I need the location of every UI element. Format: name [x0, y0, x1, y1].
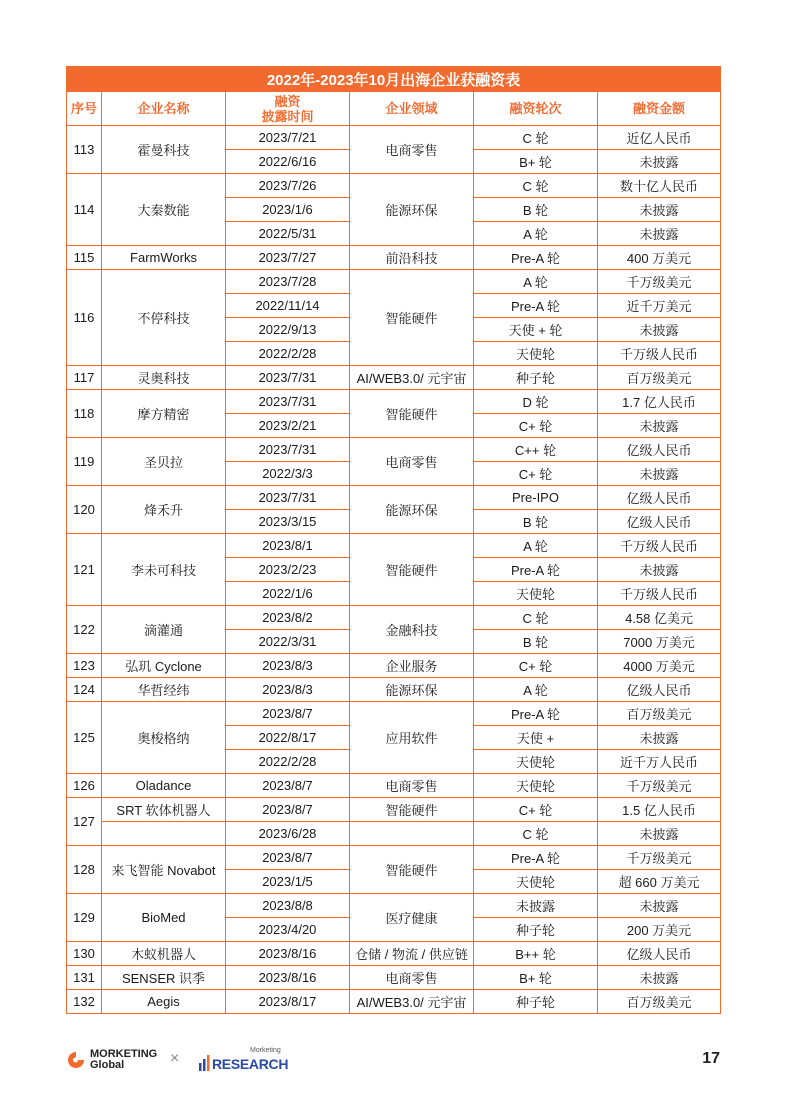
- cell-amount: 未披露: [598, 150, 721, 174]
- cell-no: 126: [67, 774, 102, 798]
- cell-date: 2023/3/15: [226, 510, 350, 534]
- header-company: 企业名称: [102, 92, 226, 126]
- cell-round: 天使 + 轮: [474, 318, 598, 342]
- table-title: 2022年-2023年10月出海企业获融资表: [67, 67, 721, 92]
- cell-amount: 近亿人民币: [598, 126, 721, 150]
- cell-date: 2023/7/31: [226, 438, 350, 462]
- table-row: [67, 390, 721, 414]
- cell-no: 123: [67, 654, 102, 678]
- cell-round: C+ 轮: [474, 654, 598, 678]
- cell-company: FarmWorks: [102, 246, 226, 270]
- cell-date: 2023/2/21: [226, 414, 350, 438]
- cell-round: 天使轮: [474, 582, 598, 606]
- cell-amount: 未披露: [598, 966, 721, 990]
- cell-no: 113: [67, 126, 102, 174]
- table-row: [67, 702, 721, 726]
- table-row: [67, 366, 721, 390]
- header-date: 融资 披露时间: [226, 92, 350, 126]
- cell-round: B 轮: [474, 198, 598, 222]
- table-row: [67, 270, 721, 294]
- header-amount: 融资金额: [598, 92, 721, 126]
- cell-date: 2023/8/1: [226, 534, 350, 558]
- cell-amount: 1.5 亿人民币: [598, 798, 721, 822]
- cell-amount: 未披露: [598, 894, 721, 918]
- table-row: [67, 966, 721, 990]
- table-row: [67, 174, 721, 198]
- table-header-row: [67, 92, 721, 126]
- cell-date: 2023/2/23: [226, 558, 350, 582]
- cell-amount: 亿级人民币: [598, 510, 721, 534]
- cell-company: 木蚁机器人: [102, 942, 226, 966]
- cell-amount: 未披露: [598, 414, 721, 438]
- cell-company: SRT 软体机器人: [102, 798, 226, 822]
- cell-round: 天使轮: [474, 750, 598, 774]
- cell-date: 2022/9/13: [226, 318, 350, 342]
- table-row: [67, 678, 721, 702]
- cell-no: 118: [67, 390, 102, 438]
- cell-date: 2023/8/16: [226, 966, 350, 990]
- cell-amount: 未披露: [598, 558, 721, 582]
- cell-round: 天使轮: [474, 342, 598, 366]
- cell-amount: 百万级美元: [598, 702, 721, 726]
- cell-sector: 智能硬件: [350, 270, 474, 366]
- cell-amount: 近千万美元: [598, 294, 721, 318]
- cell-round: B 轮: [474, 510, 598, 534]
- cell-date: 2023/6/28: [226, 822, 350, 846]
- cell-date: 2023/8/8: [226, 894, 350, 918]
- table-row: [67, 846, 721, 870]
- header-round: 融资轮次: [474, 92, 598, 126]
- cell-amount: 超 660 万美元: [598, 870, 721, 894]
- cell-amount: 未披露: [598, 318, 721, 342]
- cell-amount: 未披露: [598, 462, 721, 486]
- cell-sector: 能源环保: [350, 174, 474, 246]
- cell-no: 114: [67, 174, 102, 246]
- cell-amount: 未披露: [598, 222, 721, 246]
- cell-no: 115: [67, 246, 102, 270]
- cell-date: 2023/1/5: [226, 870, 350, 894]
- cell-round: 未披露: [474, 894, 598, 918]
- cell-amount: 亿级人民币: [598, 678, 721, 702]
- cell-date: 2022/2/28: [226, 750, 350, 774]
- cell-amount: 数十亿人民币: [598, 174, 721, 198]
- cell-amount: 未披露: [598, 726, 721, 750]
- cell-no: 121: [67, 534, 102, 606]
- cell-round: 种子轮: [474, 366, 598, 390]
- cell-date: 2023/7/28: [226, 270, 350, 294]
- cell-round: C 轮: [474, 174, 598, 198]
- cell-date: 2022/1/6: [226, 582, 350, 606]
- cell-no: 128: [67, 846, 102, 894]
- table-row: [67, 534, 721, 558]
- cell-round: C+ 轮: [474, 462, 598, 486]
- cell-round: C+ 轮: [474, 414, 598, 438]
- financing-table: [66, 66, 721, 1014]
- cell-sector: 能源环保: [350, 486, 474, 534]
- cell-sector: 应用软件: [350, 702, 474, 774]
- cell-amount: 千万级人民币: [598, 342, 721, 366]
- cell-amount: 千万级美元: [598, 774, 721, 798]
- table-row: [67, 438, 721, 462]
- table-row: [67, 774, 721, 798]
- cell-date: 2023/8/17: [226, 990, 350, 1014]
- logo-separator: ×: [170, 1050, 180, 1067]
- cell-round: C 轮: [474, 606, 598, 630]
- cell-no: 129: [67, 894, 102, 942]
- header-no: 序号: [67, 92, 102, 126]
- cell-date: 2023/8/3: [226, 678, 350, 702]
- cell-amount: 千万级美元: [598, 846, 721, 870]
- cell-round: Pre-A 轮: [474, 246, 598, 270]
- financing-table-container: [66, 66, 720, 1014]
- cell-date: 2023/7/26: [226, 174, 350, 198]
- cell-company: BioMed: [102, 894, 226, 942]
- cell-company: 圣贝拉: [102, 438, 226, 486]
- cell-amount: 7000 万美元: [598, 630, 721, 654]
- cell-round: C 轮: [474, 822, 598, 846]
- cell-sector: 医疗健康: [350, 894, 474, 942]
- logo-line1: MORKETING: [90, 1048, 158, 1060]
- table-body: [67, 126, 721, 1014]
- cell-company: 霍曼科技: [102, 126, 226, 174]
- cell-sector: AI/WEB3.0/ 元宇宙: [350, 366, 474, 390]
- cell-company: 华哲经纬: [102, 678, 226, 702]
- cell-amount: 千万级美元: [598, 270, 721, 294]
- cell-round: D 轮: [474, 390, 598, 414]
- cell-amount: 近千万人民币: [598, 750, 721, 774]
- cell-no: 122: [67, 606, 102, 654]
- cell-amount: 未披露: [598, 198, 721, 222]
- cell-no: 130: [67, 942, 102, 966]
- cell-date: 2023/8/3: [226, 654, 350, 678]
- cell-no: 120: [67, 486, 102, 534]
- cell-sector: 金融科技: [350, 606, 474, 654]
- cell-round: A 轮: [474, 270, 598, 294]
- cell-no: 131: [67, 966, 102, 990]
- cell-round: 天使轮: [474, 870, 598, 894]
- cell-date: 2023/7/21: [226, 126, 350, 150]
- cell-company: 摩方精密: [102, 390, 226, 438]
- cell-round: 天使 +: [474, 726, 598, 750]
- cell-sector: 智能硬件: [350, 534, 474, 606]
- cell-amount: 4.58 亿美元: [598, 606, 721, 630]
- cell-company: 灵奥科技: [102, 366, 226, 390]
- cell-round: Pre-A 轮: [474, 702, 598, 726]
- research-logo-text: RESEARCH: [212, 1056, 289, 1072]
- cell-date: 2023/7/27: [226, 246, 350, 270]
- cell-sector-empty: [350, 822, 474, 846]
- cell-round: B 轮: [474, 630, 598, 654]
- cell-company: 烽禾升: [102, 486, 226, 534]
- table-row: [67, 894, 721, 918]
- cell-sector: 能源环保: [350, 678, 474, 702]
- cell-round: Pre-A 轮: [474, 558, 598, 582]
- cell-company: SENSER 识季: [102, 966, 226, 990]
- cell-round: A 轮: [474, 678, 598, 702]
- logo-line2: Global: [90, 1059, 125, 1071]
- table-row: [67, 126, 721, 150]
- cell-round: Pre-A 轮: [474, 294, 598, 318]
- table-row: [67, 798, 721, 822]
- cell-no: 119: [67, 438, 102, 486]
- cell-round: C+ 轮: [474, 798, 598, 822]
- cell-date: 2023/1/6: [226, 198, 350, 222]
- cell-amount: 千万级人民币: [598, 534, 721, 558]
- cell-date: 2023/7/31: [226, 366, 350, 390]
- table-row: [67, 942, 721, 966]
- cell-date: 2023/8/7: [226, 798, 350, 822]
- morketing-logo-icon: [66, 1050, 86, 1070]
- cell-round: C 轮: [474, 126, 598, 150]
- page-number: 17: [702, 1050, 720, 1067]
- cell-sector: 智能硬件: [350, 798, 474, 822]
- cell-sector: 仓储 / 物流 / 供应链: [350, 942, 474, 966]
- cell-date: 2023/8/16: [226, 942, 350, 966]
- cell-round: B+ 轮: [474, 966, 598, 990]
- cell-round: 种子轮: [474, 990, 598, 1014]
- cell-sector: AI/WEB3.0/ 元宇宙: [350, 990, 474, 1014]
- cell-round: 天使轮: [474, 774, 598, 798]
- cell-amount: 1.7 亿人民币: [598, 390, 721, 414]
- cell-no: 127: [67, 798, 102, 846]
- cell-date: 2023/8/7: [226, 846, 350, 870]
- cell-date: 2023/8/2: [226, 606, 350, 630]
- cell-amount: 400 万美元: [598, 246, 721, 270]
- cell-date: 2023/7/31: [226, 390, 350, 414]
- table-title-row: [67, 67, 721, 92]
- cell-amount: 亿级人民币: [598, 942, 721, 966]
- table-row: [67, 990, 721, 1014]
- cell-date: 2022/2/28: [226, 342, 350, 366]
- cell-round: B+ 轮: [474, 150, 598, 174]
- cell-round: B++ 轮: [474, 942, 598, 966]
- cell-date: 2022/6/16: [226, 150, 350, 174]
- cell-amount: 4000 万美元: [598, 654, 721, 678]
- cell-company: Aegis: [102, 990, 226, 1014]
- cell-date: 2023/7/31: [226, 486, 350, 510]
- table-row: [67, 246, 721, 270]
- cell-amount: 百万级美元: [598, 366, 721, 390]
- cell-company: 不停科技: [102, 270, 226, 366]
- cell-date: 2022/3/31: [226, 630, 350, 654]
- cell-amount: 200 万美元: [598, 918, 721, 942]
- cell-amount: 亿级人民币: [598, 438, 721, 462]
- cell-sector: 企业服务: [350, 654, 474, 678]
- header-sector: 企业领域: [350, 92, 474, 126]
- cell-no: 116: [67, 270, 102, 366]
- cell-company: 弘玑 Cyclone: [102, 654, 226, 678]
- cell-company: 大秦数能: [102, 174, 226, 246]
- cell-sector: 电商零售: [350, 966, 474, 990]
- cell-round: C++ 轮: [474, 438, 598, 462]
- cell-sector: 电商零售: [350, 774, 474, 798]
- cell-date: 2022/5/31: [226, 222, 350, 246]
- research-bars-icon: [198, 1055, 212, 1071]
- cell-no: 125: [67, 702, 102, 774]
- cell-company: Oladance: [102, 774, 226, 798]
- cell-round: Pre-A 轮: [474, 846, 598, 870]
- cell-company: 滴灌通: [102, 606, 226, 654]
- cell-sector: 电商零售: [350, 438, 474, 486]
- cell-date: 2022/11/14: [226, 294, 350, 318]
- cell-round: A 轮: [474, 534, 598, 558]
- cell-sector: 智能硬件: [350, 390, 474, 438]
- cell-round: Pre-IPO: [474, 486, 598, 510]
- cell-date: 2023/4/20: [226, 918, 350, 942]
- table-row: [67, 486, 721, 510]
- table-row: [67, 822, 721, 846]
- table-row: [67, 606, 721, 630]
- cell-no: 117: [67, 366, 102, 390]
- cell-company: 李未可科技: [102, 534, 226, 606]
- cell-amount: 亿级人民币: [598, 486, 721, 510]
- cell-amount: 未披露: [598, 822, 721, 846]
- cell-no: 124: [67, 678, 102, 702]
- cell-sector: 电商零售: [350, 126, 474, 174]
- cell-date: 2022/8/17: [226, 726, 350, 750]
- cell-amount: 百万级美元: [598, 990, 721, 1014]
- cell-amount: 千万级人民币: [598, 582, 721, 606]
- cell-company: [102, 822, 226, 846]
- morketing-global-logo: [90, 1049, 157, 1071]
- cell-sector: 前沿科技: [350, 246, 474, 270]
- table-row: [67, 654, 721, 678]
- cell-date: 2022/3/3: [226, 462, 350, 486]
- page-footer: [66, 1046, 720, 1076]
- cell-date: 2023/8/7: [226, 774, 350, 798]
- research-small-label: Morketing: [250, 1047, 281, 1054]
- cell-company: 奥梭格纳: [102, 702, 226, 774]
- cell-no: 132: [67, 990, 102, 1014]
- cell-sector: 智能硬件: [350, 846, 474, 894]
- cell-round: A 轮: [474, 222, 598, 246]
- cell-round: 种子轮: [474, 918, 598, 942]
- cell-date: 2023/8/7: [226, 702, 350, 726]
- cell-company: 来飞智能 Novabot: [102, 846, 226, 894]
